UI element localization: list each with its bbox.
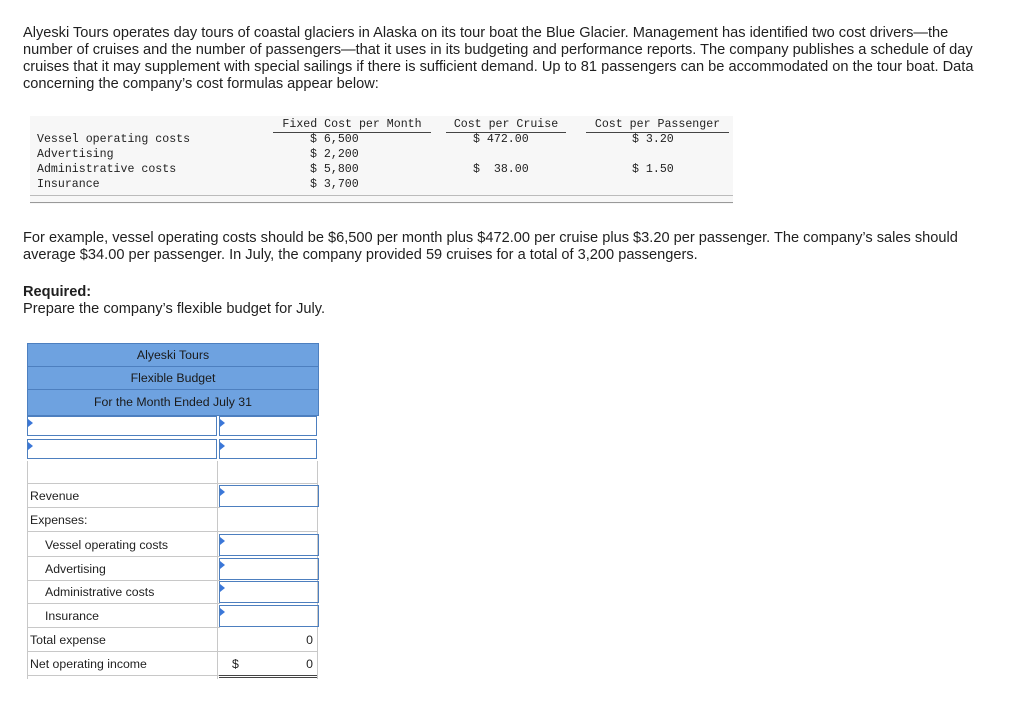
row-label-vessel: Vessel operating costs	[37, 133, 191, 146]
net-income-cell	[219, 653, 317, 678]
row-label-advertising: Advertising	[37, 148, 114, 161]
table-bottom-border	[30, 202, 733, 203]
blank-value	[219, 461, 317, 484]
header-cost-per-cruise: Cost per Cruise	[446, 118, 566, 133]
header-input-left-2[interactable]	[27, 439, 217, 459]
budget-period: For the Month Ended July 31	[27, 389, 319, 416]
cruise-vessel: $ 472.00	[473, 133, 529, 146]
vessel-label: Vessel operating costs	[27, 534, 220, 557]
net-income-label: Net operating income	[27, 653, 220, 676]
required-text: Prepare the company’s flexible budget for July.	[23, 301, 326, 317]
header-fixed-cost: Fixed Cost per Month	[273, 118, 431, 133]
insurance-row	[27, 605, 319, 628]
administrative-input[interactable]	[219, 581, 319, 603]
problem-intro: Alyeski Tours operates day tours of coastal glaciers in Alaska on its tour boat the Blue Glacier. Management has identified two cost drivers—the number of cruises and the number of passengers—that it uses in its budgeting and performance reports. The company publishes a schedule of day cruises that it may supplement with special sailings if there is sufficient demand. Up to 81 passengers can be accommodated on the tour boat. Data concerning the company’s cost formulas appear below:	[23, 25, 974, 92]
dropdown-marker-icon	[220, 488, 225, 496]
total-expense-value: 0	[306, 633, 313, 647]
fixed-vessel: $ 6,500	[310, 133, 359, 146]
dropdown-marker-icon	[220, 442, 225, 450]
required-heading: Required:	[23, 284, 92, 300]
revenue-input[interactable]	[219, 485, 319, 507]
net-income-dollar: $	[232, 657, 239, 671]
administrative-label: Administrative costs	[27, 581, 220, 604]
expenses-row	[27, 509, 319, 532]
expenses-value	[219, 509, 317, 532]
dropdown-marker-icon	[220, 537, 225, 545]
blank-row	[27, 461, 319, 484]
dropdown-marker-icon	[220, 419, 225, 427]
dropdown-marker-icon	[28, 419, 33, 427]
net-income-row	[27, 653, 319, 676]
table-divider	[30, 195, 733, 196]
header-cost-per-passenger: Cost per Passenger	[586, 118, 729, 133]
administrative-row	[27, 581, 319, 604]
fixed-administrative: $ 5,800	[310, 163, 359, 176]
header-input-right-2[interactable]	[219, 439, 317, 459]
row-label-administrative: Administrative costs	[37, 163, 177, 176]
example-text: For example, vessel operating costs should be $6,500 per month plus $472.00 per cruise plus $3.20 per passenger. The company’s sales should average $34.00 per passenger. In July, the company provided 59 cruises for a total of 3,200 passengers.	[23, 230, 958, 263]
dropdown-marker-icon	[220, 608, 225, 616]
vessel-row	[27, 534, 319, 557]
header-input-left-1[interactable]	[27, 416, 217, 436]
header-input-right-1[interactable]	[219, 416, 317, 436]
total-expense-cell	[219, 629, 317, 652]
expenses-label: Expenses:	[27, 509, 220, 532]
advertising-input[interactable]	[219, 558, 319, 580]
revenue-label: Revenue	[27, 485, 220, 508]
insurance-input[interactable]	[219, 605, 319, 627]
flexible-budget-form	[27, 343, 319, 679]
fixed-insurance: $ 3,700	[310, 178, 359, 191]
budget-company-name: Alyeski Tours	[27, 343, 319, 367]
total-expense-row	[27, 629, 319, 652]
net-income-value: 0	[306, 657, 313, 671]
passenger-administrative: $ 1.50	[632, 163, 674, 176]
budget-title: Flexible Budget	[27, 366, 319, 390]
total-expense-label: Total expense	[27, 629, 220, 652]
revenue-row	[27, 485, 319, 508]
fixed-advertising: $ 2,200	[310, 148, 359, 161]
dropdown-marker-icon	[28, 442, 33, 450]
vessel-input[interactable]	[219, 534, 319, 556]
blank-label	[27, 461, 220, 484]
cost-formula-table	[30, 116, 733, 204]
insurance-label: Insurance	[27, 605, 220, 628]
cruise-administrative: $ 38.00	[473, 163, 529, 176]
advertising-row	[27, 558, 319, 581]
dropdown-marker-icon	[220, 561, 225, 569]
passenger-vessel: $ 3.20	[632, 133, 674, 146]
advertising-label: Advertising	[27, 558, 220, 581]
row-label-insurance: Insurance	[37, 178, 100, 191]
dropdown-marker-icon	[220, 584, 225, 592]
